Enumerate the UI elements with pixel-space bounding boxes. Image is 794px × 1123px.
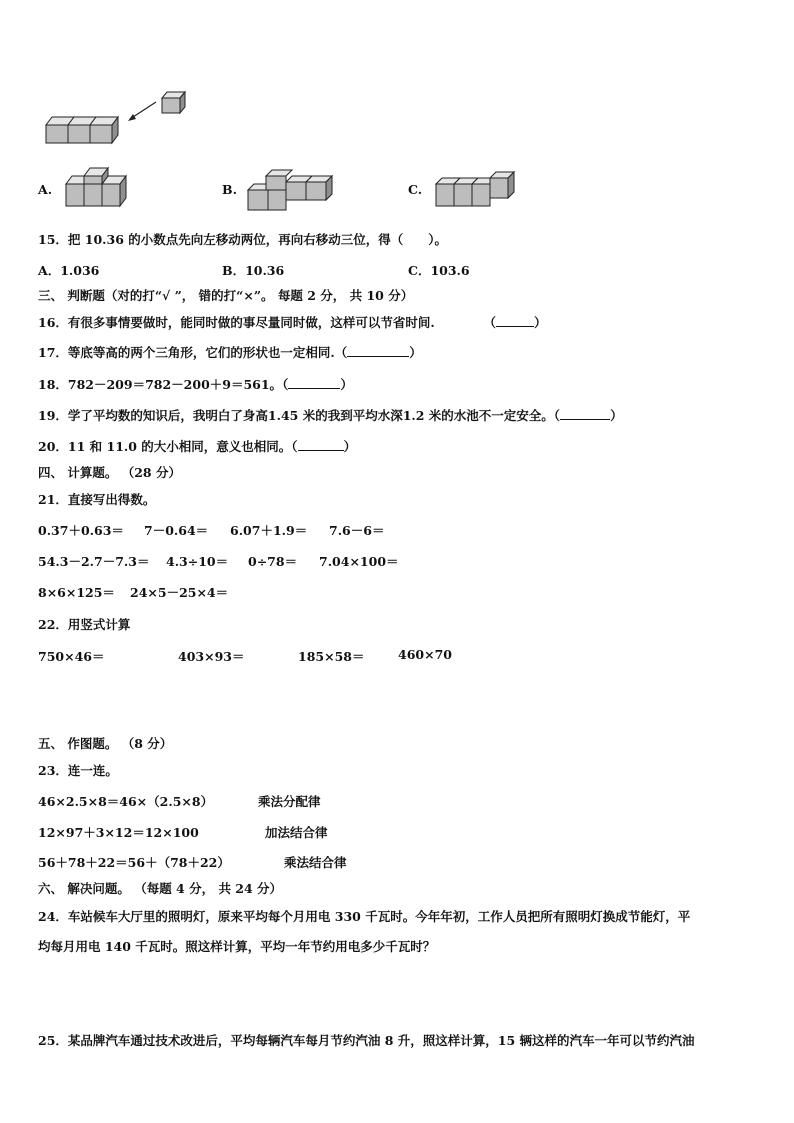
- q24-line2: 均每月用电 140 千瓦时。照这样计算，平均一年节约用电多少千瓦时？: [38, 939, 436, 954]
- q17-open-paren: （: [334, 345, 348, 360]
- q17-text: 17．等底等高的两个三角形，它们的形状也一定相同.: [38, 345, 335, 360]
- q22-item2: 403×93＝: [178, 649, 245, 664]
- q19-close-paren: ）: [610, 408, 623, 423]
- q23-right-item1: 乘法分配律: [258, 794, 321, 809]
- q22-title: 22．用竖式计算: [38, 617, 131, 632]
- q14-option-c-label: C.: [408, 182, 423, 197]
- q19: [38, 406, 623, 424]
- q16-answer-blank[interactable]: [496, 314, 534, 327]
- q15-question: 15．把 10.36 的小数点先向左移动两位，再向右移动三位，得（ ）。: [38, 232, 447, 247]
- q14-base-figure: [44, 88, 194, 148]
- q16: [38, 313, 547, 331]
- q24-line1: 24．车站候车大厅里的照明灯，原来平均每个月用电 330 千瓦时。今年年初，工作人员把所有照明灯换成节能灯，平: [38, 909, 691, 924]
- q16-text: 16．有很多事情要做时，能同时做的事尽量同时做，这样可以节省时间.: [38, 315, 435, 330]
- q23-right-item2: 加法结合律: [265, 825, 328, 840]
- q19-text: 19．学了平均数的知识后，我明白了身高1.45 米的我到平均水深1.2 米的水池不一定安全。: [38, 408, 554, 423]
- q20-text: 20．11 和 11.0 的大小相同，意义也相同。: [38, 439, 292, 454]
- q21-title: 21．直接写出得数。: [38, 492, 156, 507]
- q14-option-c-figure: [434, 170, 524, 212]
- q16-close-paren: ）: [533, 315, 547, 330]
- q18-close-paren: ）: [340, 377, 353, 392]
- q15-option-a: A．1.036: [38, 263, 100, 278]
- q23-left-item1: 46×2.5×8＝46×（2.5×8）: [38, 794, 214, 809]
- q21-row1-item4: 7.6－6＝: [329, 523, 385, 538]
- q23-left-item3: 56＋78＋22＝56＋（78＋22）: [38, 855, 230, 870]
- q18-text: 18．782－209＝782－200＋9＝561。: [38, 377, 283, 392]
- q22-item3: 185×58＝: [298, 649, 365, 664]
- q14-option-b-label: B.: [222, 182, 237, 197]
- q22-item4: 460×70: [398, 647, 452, 662]
- q21-row3-item1: 8×6×125＝: [38, 585, 115, 600]
- q15-option-c: C．103.6: [408, 263, 470, 278]
- q18: [38, 375, 353, 393]
- q20: [38, 437, 356, 455]
- q22-item1: 750×46＝: [38, 649, 105, 664]
- q20-close-paren: ）: [343, 439, 357, 454]
- arrowhead-icon: [128, 114, 136, 121]
- section-5-heading: 五、 作图题。 （8 分）: [38, 736, 173, 751]
- single-cube: [162, 92, 185, 113]
- section-4-heading: 四、 计算题。 （28 分）: [38, 465, 181, 480]
- q15-option-b: B．10.36: [222, 263, 285, 278]
- q23-title: 23．连一连。: [38, 763, 118, 778]
- q21-row1-item3: 6.07＋1.9＝: [230, 523, 308, 538]
- q17-close-paren: ）: [409, 345, 422, 360]
- q20-open-paren: （: [291, 439, 298, 454]
- q14-option-a-figure: [64, 170, 154, 212]
- q20-answer-blank[interactable]: [298, 438, 344, 451]
- cube-row: [46, 117, 118, 143]
- q21-row1-item2: 7－0.64＝: [144, 523, 209, 538]
- q21-row2-item4: 7.04×100＝: [319, 554, 399, 569]
- q21-row1-item1: 0.37＋0.63＝: [38, 523, 124, 538]
- q18-open-paren: （: [282, 377, 289, 392]
- q21-row2-item3: 0÷78＝: [248, 554, 298, 569]
- q25-line1: 25．某品牌汽车通过技术改进后，平均每辆汽车每月节约汽油 8 升，照这样计算，15 辆这样的汽车一年可以节约汽油: [38, 1033, 695, 1048]
- q18-answer-blank[interactable]: [288, 376, 340, 389]
- q21-row2-item2: 4.3÷10＝: [166, 554, 229, 569]
- q14-option-a-label: A.: [38, 182, 53, 197]
- q17: [38, 343, 422, 361]
- section-6-heading: 六、 解决问题。 （每题 4 分， 共 24 分）: [38, 881, 283, 896]
- q14-option-b-figure: [246, 168, 346, 216]
- q16-open-paren: （: [483, 315, 496, 330]
- q23-left-item2: 12×97＋3×12＝12×100: [38, 825, 199, 840]
- section-3-heading: 三、 判断题（对的打“√ ”， 错的打“×”。 每题 2 分， 共 10 分）: [38, 288, 414, 303]
- q21-row3-item2: 24×5－25×4＝: [130, 585, 229, 600]
- q19-answer-blank[interactable]: [560, 407, 610, 420]
- q21-row2-item1: 54.3－2.7－7.3＝: [38, 554, 150, 569]
- q23-right-item3: 乘法结合律: [284, 855, 347, 870]
- q19-open-paren: （: [553, 408, 561, 423]
- q17-answer-blank[interactable]: [347, 344, 409, 357]
